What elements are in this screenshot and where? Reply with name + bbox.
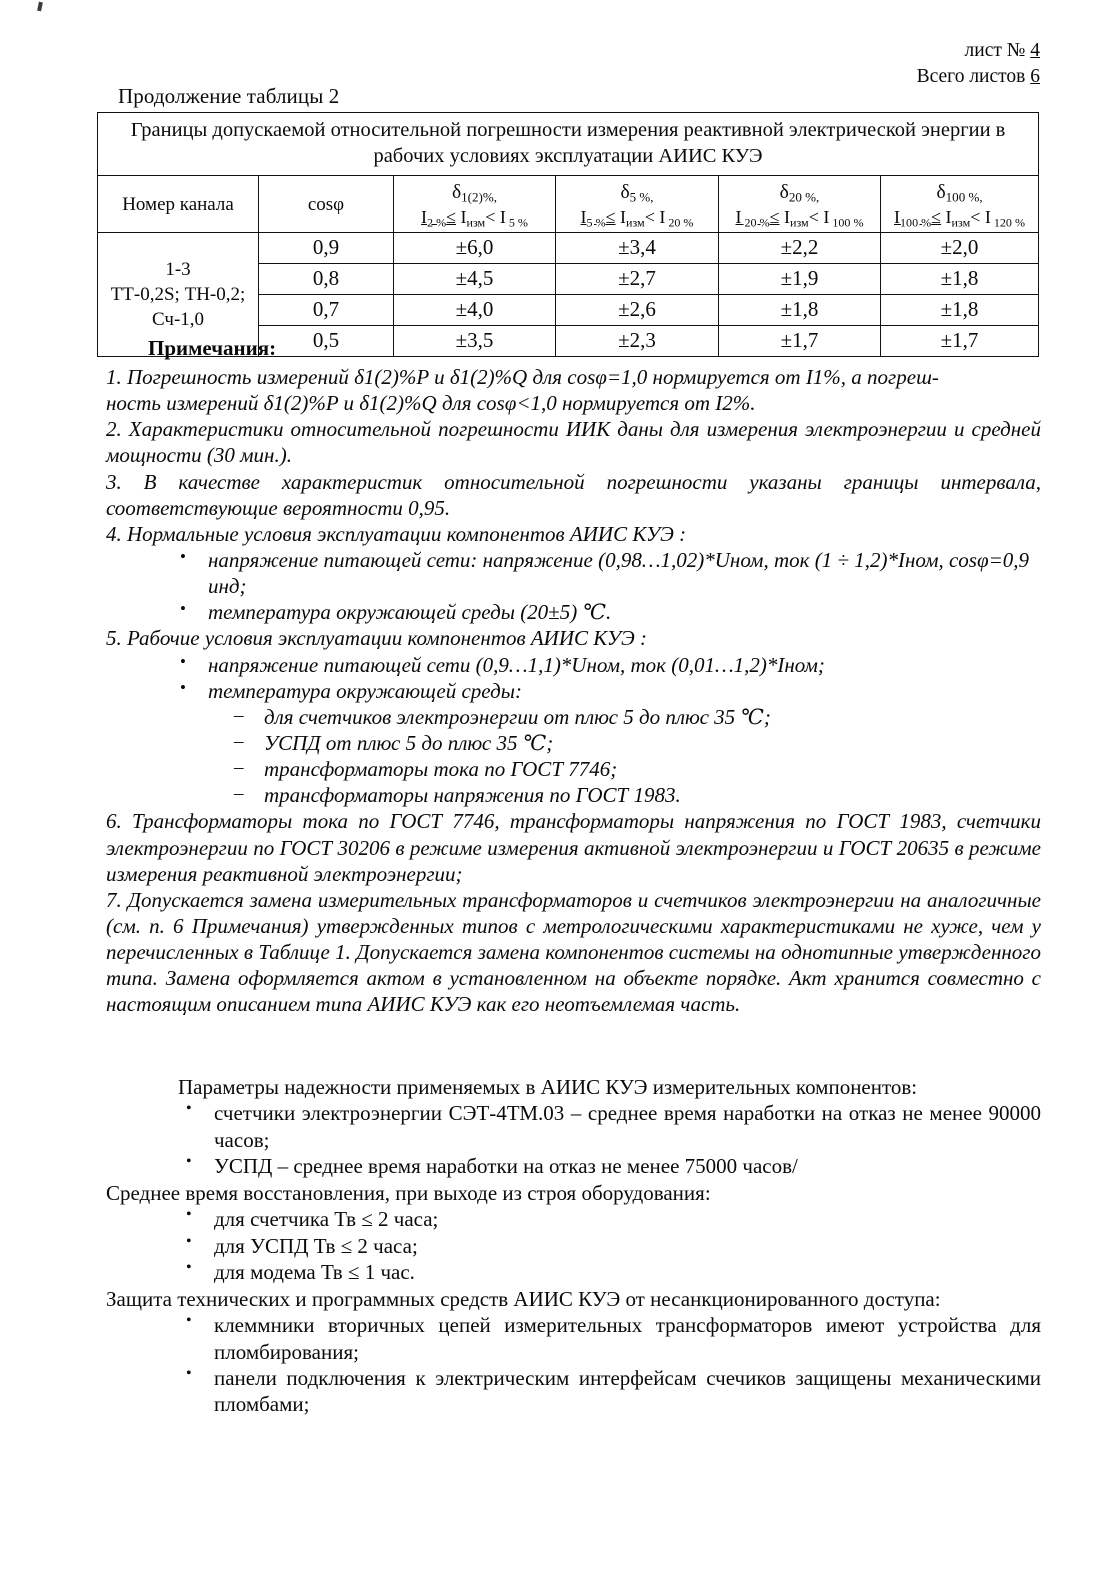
list-item: – УСПД от плюс 5 до плюс 35 ℃; — [234, 730, 1041, 756]
list-item: – трансформаторы тока по ГОСТ 7746; — [234, 756, 1041, 782]
cell-d20: ±1,9 — [719, 264, 881, 295]
list-item: • УСПД – среднее время наработки на отказ не менее 75000 часов/ — [184, 1153, 1041, 1179]
cell-d1: ±3,5 — [394, 326, 556, 357]
cell-d100: ±1,8 — [881, 264, 1039, 295]
note-1-line-1: 1. Погрешность измерений δ1(2)%P и δ1(2)%Q для cosφ=1,0 нормируется от I1%, а погреш- — [106, 365, 939, 389]
list-item: • температура окружающей среды (20±5) ℃. — [178, 599, 1041, 625]
header-delta-20-sub: 20 %, — [788, 190, 820, 206]
table-row — [98, 233, 1039, 264]
table-caption: Границы допускаемой относительной погрешности измерения реактивной электрической энергии в рабочих условиях эксплуатации АИИС КУЭ — [98, 113, 1039, 176]
channel-line-1: 1-3 — [165, 259, 191, 281]
protection-list — [106, 1312, 1041, 1418]
note-5-list — [106, 652, 1041, 704]
table-continuation-label: Продолжение таблицы 2 — [118, 84, 340, 108]
list-item: • температура окружающей среды: — [178, 678, 1041, 704]
recovery-list — [106, 1206, 1041, 1285]
cell-cos: 0,9 — [259, 233, 394, 264]
header-delta-1-2-range: $I_{2 \%}\le I_{изм}< I$ $_{5 \%}$ — [421, 206, 528, 230]
total-sheets-line — [917, 64, 1040, 90]
recovery-intro: Среднее время восстановления, при выходе из строя оборудования: — [106, 1180, 711, 1205]
list-item: • клеммники вторичных цепей измерительных трансформаторов имеют устройства для пломбирования; — [184, 1312, 1041, 1365]
cell-d5: ±2,3 — [556, 326, 719, 357]
notes-section — [106, 336, 1041, 1018]
note-3: 3. В качестве характеристик относительной погрешности указаны границы интервала, соответствующие вероятности 0,95. — [106, 469, 1041, 520]
header-delta-1-2-symbol: $\delta_{1(2)\%,}$ — [451, 182, 498, 206]
cell-cos: 0,8 — [259, 264, 394, 295]
list-item: • панели подключения к электрическим интерфейсам счечиков защищены механическими пломбами; — [184, 1365, 1041, 1418]
note-5-sublist — [106, 704, 1041, 809]
header-delta-100-symbol: $\delta_{100 \%,}$ — [936, 182, 983, 206]
cell-d100: ±1,8 — [881, 295, 1039, 326]
cell-d5: ±2,6 — [556, 295, 719, 326]
cell-cos: 0,7 — [259, 295, 394, 326]
total-sheets-value: 6 — [1030, 66, 1040, 88]
table-header-row — [98, 176, 1039, 233]
cell-d1: ±4,0 — [394, 295, 556, 326]
cell-d5: ±2,7 — [556, 264, 719, 295]
header-channel: Номер канала — [98, 176, 259, 233]
list-item: • для модема Тв ≤ 1 час. — [184, 1259, 1041, 1285]
note-6: 6. Трансформаторы тока по ГОСТ 7746, трансформаторы напряжения по ГОСТ 1983, счетчики электроэнергии по ГОСТ 30206 в режиме измерения активной электроэнергии и ГОСТ 20635 в режиме измерения реактивной электроэнергии; — [106, 809, 1041, 886]
list-item: • напряжение питающей сети (0,9…1,1)*Uном, ток (0,01…1,2)*Iном; — [178, 652, 1041, 678]
note-4-list — [106, 547, 1041, 625]
cell-d20: ±1,7 — [719, 326, 881, 357]
list-item: • счетчики электроэнергии СЭТ-4ТМ.03 – среднее время наработки на отказ не менее 90000 часов; — [184, 1100, 1041, 1153]
cell-cos: 0,5 — [259, 326, 394, 357]
sheet-number-value: 4 — [1030, 40, 1040, 61]
note-1-line-2: ность измерений δ1(2)%P и δ1(2)%Q для cosφ<1,0 нормируется от I2%. — [106, 391, 756, 416]
header-delta-5 — [556, 176, 719, 233]
cell-d100: ±1,7 — [881, 326, 1039, 357]
sheet-number-line — [917, 38, 1040, 64]
channel-line-2: ТТ-0,2S; ТН-0,2; — [110, 284, 246, 306]
error-limits-table-wrapper — [97, 112, 1038, 357]
cell-d20: ±1,8 — [719, 295, 881, 326]
list-item: • для счетчика Тв ≤ 2 часа; — [184, 1206, 1041, 1232]
header-delta-20-range: I $_{20 \%}\le I_{изм}< I$ $_{100 \%}$ — [735, 206, 864, 230]
list-item: – трансформаторы напряжения по ГОСТ 1983. — [234, 782, 1041, 808]
reliability-intro: Параметры надежности применяемых в АИИС КУЭ измерительных компонентов: — [178, 1075, 918, 1099]
note-4: 4. Нормальные условия эксплуатации компонентов АИИС КУЭ : — [106, 521, 687, 546]
list-item: • напряжение питающей сети: напряжение (0,98…1,02)*Uном, ток (1 ÷ 1,2)*Iном, cosφ=0,9 инд; — [178, 547, 1041, 599]
cell-d1: ±6,0 — [394, 233, 556, 264]
note-5: 5. Рабочие условия эксплуатации компонентов АИИС КУЭ : — [106, 626, 648, 651]
reliability-list — [106, 1100, 1041, 1179]
cell-d5: ±3,4 — [556, 233, 719, 264]
header-delta-100 — [881, 176, 1039, 233]
list-item: – для счетчиков электроэнергии от плюс 5 до плюс 35 ℃; — [234, 704, 1041, 730]
header-delta-20 — [719, 176, 881, 233]
reliability-section — [106, 1074, 1041, 1418]
header-cos: cosφ — [259, 176, 394, 233]
list-item: • для УСПД Тв ≤ 2 часа; — [184, 1233, 1041, 1259]
header-delta-100-sub: 100 %, — [945, 190, 983, 206]
note-2: 2. Характеристики относительной погрешности ИИК даны для измерения электроэнергии и средней мощности (30 мин.). — [106, 417, 1041, 468]
scan-artifact — [37, 2, 43, 12]
header-delta-100-range: $I_{100 \%}\le I_{изм}< I$ $_{120 \%}$ — [894, 206, 1026, 230]
channel-line-3: Сч-1,0 — [151, 309, 205, 331]
protection-intro: Защита технических и программных средств АИИС КУЭ от несанкционированного доступа: — [106, 1286, 941, 1311]
table-caption-row — [98, 113, 1039, 176]
header-delta-5-sub: 5 %, — [629, 190, 654, 206]
sheet-numbering — [917, 38, 1040, 91]
error-limits-table — [97, 112, 1039, 357]
cell-d1: ±4,5 — [394, 264, 556, 295]
header-delta-5-range: $I_{5 \%}\le I_{изм}< I$ $_{20 \%}$ — [580, 206, 694, 230]
header-delta-20-symbol: $\delta_{20 \%,}$ — [779, 182, 820, 206]
header-delta-1-2 — [394, 176, 556, 233]
header-delta-1-2-sub: 1(2)%, — [461, 190, 498, 206]
sheet-label: лист № — [964, 40, 1031, 61]
cell-d100: ±2,0 — [881, 233, 1039, 264]
notes-heading: Примечания: — [148, 336, 277, 360]
note-7: 7. Допускается замена измерительных трансформаторов и счетчиков электроэнергии на аналогичные (см. п. 6 Примечания) утвержденных типов с метрологическими характеристиками не хуже, чем у перечисленных в Таблице 1. Допускается замена компонентов системы на однотипные утвержденного типа. Замена оформляется актом в установленном на объекте порядке. Акт хранится совместно с настоящим описанием типа АИИС КУЭ как его неотъемлемая часть. — [106, 887, 1041, 1017]
cell-d20: ±2,2 — [719, 233, 881, 264]
header-delta-5-symbol: $\delta_{5 \%,}$ — [620, 182, 654, 206]
total-label: Всего листов — [916, 66, 1031, 88]
